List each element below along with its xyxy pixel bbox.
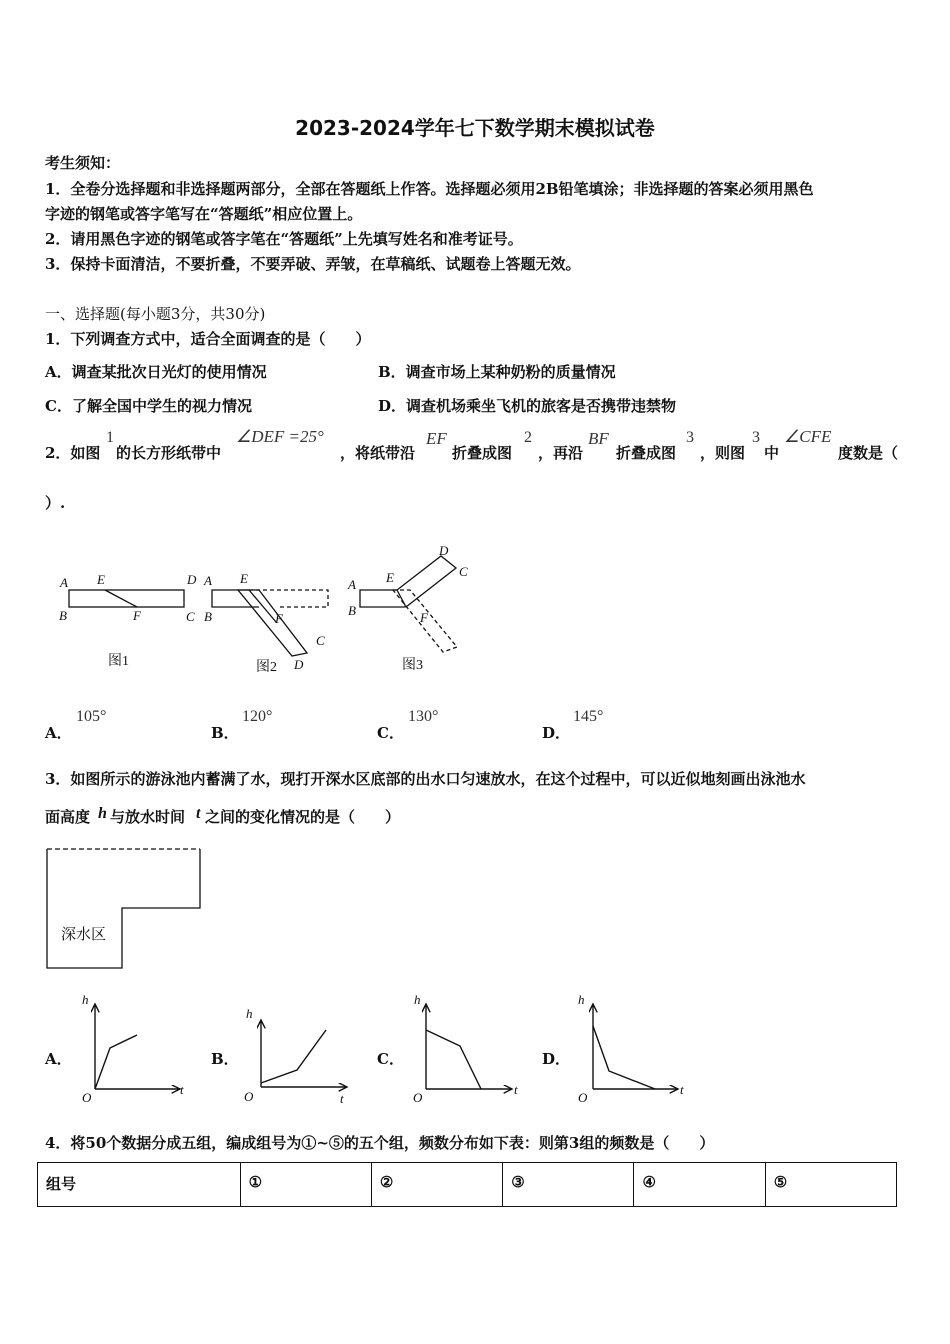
q3-line-2a: 面高度 [45,808,91,826]
fig2-label-a: A [204,573,212,588]
fig3-label-f: F [420,610,428,625]
table-header-cell: 组号 [38,1163,241,1207]
fig2-fold-line [249,590,276,622]
q2-option-a-letter: A． [45,724,72,742]
q1-option-b: B．调查市场上某种奶粉的质量情况 [378,363,616,381]
fig1-label-b: B [59,608,67,623]
graph-d-line [593,1026,655,1089]
fig1-strip [69,590,184,607]
table-header-cell: ① [240,1163,371,1207]
q2-text-4: 折叠成图 [452,444,513,462]
q2-ef: EF [426,429,447,448]
q3-option-a: A． [45,1050,72,1068]
graph-d-t: t [680,1082,684,1097]
fig3-label-d: D [439,543,449,558]
graph-c-line [426,1030,481,1089]
q2-angle-def: ∠DEF =25° [236,427,324,446]
fig1-caption: 图1 [108,654,129,669]
fig1-label-c: C [186,609,195,624]
q2-text-6: 折叠成图 [616,444,677,462]
notice-line-3: 3．保持卡面清洁，不要折叠，不要弄破、弄皱，在草稿纸、试题卷上答题无效。 [45,255,581,273]
q2-angle-cfe: ∠CFE [784,427,832,446]
graph-a-line [95,1035,137,1089]
fig3-strip-left [360,590,405,607]
notice-heading: 考生须知： [45,154,121,172]
q2-option-d-letter: D． [542,724,571,742]
q2-text-3: ，将纸带沿 [340,444,416,462]
q2-tail: ）. [45,494,66,512]
q2-num-3: 3 [686,429,694,446]
graph-c-o: O [413,1090,423,1105]
graph-a-h: h [82,992,89,1007]
pool-label: 深水区 [61,925,107,943]
q2-text-9: 度数是（ [838,444,899,462]
graph-d-h: h [578,992,585,1007]
graph-c-t: t [514,1082,518,1097]
fig3-label-b: B [348,603,356,618]
graph-a-o: O [82,1090,92,1105]
q3-line-2c: 之间的变化情况的是（ ） [205,808,401,826]
graph-b-t: t [340,1091,344,1106]
q2-option-a-value: 105° [76,708,107,725]
q3-var-t: t [196,805,201,822]
fig1-label-a: A [60,575,68,590]
q2-bf: BF [588,429,609,448]
q3-option-b: B． [211,1050,239,1068]
fig2-folded-part [238,590,307,656]
q1-option-c: C．了解全国中学生的视力情况 [45,397,252,415]
table-header-cell: ② [371,1163,502,1207]
graph-d-o: O [578,1090,588,1105]
fig3-folded-up [397,556,456,607]
notice-line-1b: 字迹的钢笔或答字笔写在“答题纸”相应位置上。 [45,205,363,223]
fig2-strip-left [212,590,259,607]
table-header-cell: ③ [503,1163,634,1207]
fig3-caption: 图3 [402,658,423,673]
table-header-cell: ⑤ [765,1163,896,1207]
q3-var-h: h [98,805,107,822]
q2-num-2: 2 [524,429,532,446]
page-title: 2023-2024学年七下数学期末模拟试卷 [295,116,655,140]
q3-line-2b: 与放水时间 [110,808,186,826]
graph-b-o: O [244,1089,254,1104]
fig2-label-b: B [204,609,212,624]
graph-c-h: h [414,992,421,1007]
q3-option-c: C． [377,1050,404,1068]
fig1-label-d: D [187,572,197,587]
notice-line-2: 2．请用黑色字迹的钢笔或答字笔在“答题纸”上先填写姓名和准考证号。 [45,230,523,248]
fig1-fold-line [105,590,137,607]
fig1-label-e: E [97,572,105,587]
q2-option-c-value: 130° [408,708,439,725]
q1-option-a: A．调查某批次日光灯的使用情况 [45,363,267,381]
fig1-label-f: F [133,608,141,623]
q2-option-c-letter: C． [377,724,404,742]
q2-option-d-value: 145° [573,708,604,725]
q2-text-8: 中 [764,444,780,462]
fig2-label-e: E [240,571,248,586]
section-heading: 一、选择题(每小题3分，共30分) [45,305,266,323]
q4-stem: 4．将50个数据分成五组，编成组号为①~⑤的五个组，频数分布如下表：则第3组的频数是（ ） [45,1134,715,1152]
fig2-label-c: C [316,633,325,648]
fig2-strip-dashed [249,590,328,607]
graph-a-t: t [180,1082,184,1097]
q2-text-1: 2．如图 [45,444,101,462]
frequency-table [37,1162,897,1207]
fig2-label-f: F [275,611,283,626]
q2-text-2: 的长方形纸带中 [116,444,222,462]
q1-option-d: D．调查机场乘坐飞机的旅客是否携带违禁物 [378,397,677,415]
q2-option-b-letter: B． [211,724,239,742]
q2-num-1: 1 [106,429,114,446]
fig2-caption: 图2 [256,660,277,675]
fig3-label-e: E [386,570,394,585]
q2-option-b-value: 120° [242,708,273,725]
fig3-label-a: A [348,577,356,592]
fig2-label-d: D [294,657,304,672]
q2-text-5: ，再沿 [538,444,584,462]
graph-b-h: h [246,1006,253,1021]
q3-line-1: 3．如图所示的游泳池内蓄满了水，现打开深水区底部的出水口匀速放水，在这个过程中，可以近似地刻画出泳池水 [45,770,806,788]
table-header-cell: ④ [634,1163,765,1207]
q1-stem: 1．下列调查方式中，适合全面调查的是（ ） [45,330,371,348]
q2-text-7: ，则图 [700,444,746,462]
fig3-label-c: C [459,564,468,579]
table-row [38,1163,897,1207]
q3-option-d: D． [542,1050,571,1068]
notice-line-1a: 1．全卷分选择题和非选择题两部分，全部在答题纸上作答。选择题必须用2B铅笔填涂；非选择题的答案必须用黑色 [45,180,814,198]
q2-num-4: 3 [752,429,760,446]
graph-b-line [261,1030,326,1083]
